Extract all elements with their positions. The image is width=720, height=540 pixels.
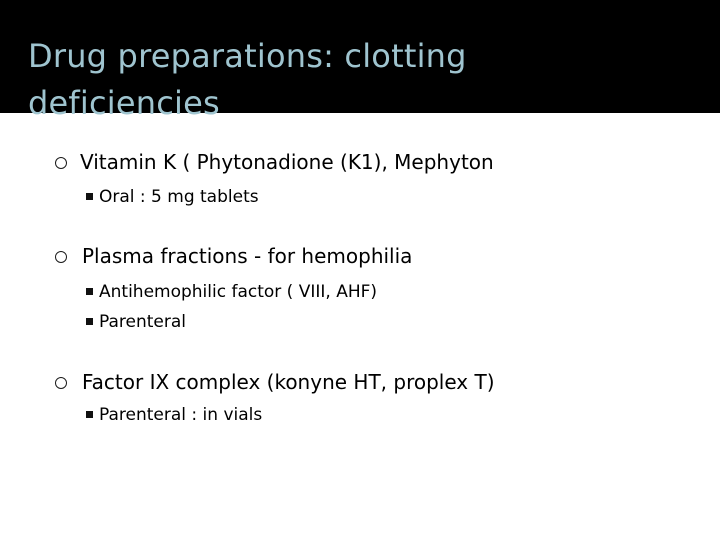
slide-title: Drug preparations: clotting deficiencies bbox=[28, 37, 467, 122]
sub-bullet-label: Oral : 5 mg tablets bbox=[99, 187, 259, 207]
filled-square-bullet-icon bbox=[86, 318, 93, 325]
bullet-item-label: Vitamin K ( Phytonadione (K1), Mephyton bbox=[80, 150, 494, 174]
bullet-item-label: Factor IX complex (konyne HT, proplex T) bbox=[82, 370, 495, 394]
hollow-circle-bullet-icon bbox=[55, 377, 67, 389]
hollow-circle-bullet-icon bbox=[55, 251, 67, 263]
sub-bullet-label: Parenteral bbox=[99, 312, 187, 332]
filled-square-bullet-icon bbox=[86, 193, 93, 200]
sub-bullet-label: Parenteral : in vials bbox=[99, 405, 263, 425]
hollow-circle-bullet-icon bbox=[55, 157, 67, 169]
filled-square-bullet-icon bbox=[86, 411, 93, 418]
filled-square-bullet-icon bbox=[86, 288, 93, 295]
bullet-item-label: Plasma fractions - for hemophilia bbox=[82, 244, 413, 268]
sub-bullet-label: Antihemophilic factor ( VIII, AHF) bbox=[99, 282, 378, 302]
